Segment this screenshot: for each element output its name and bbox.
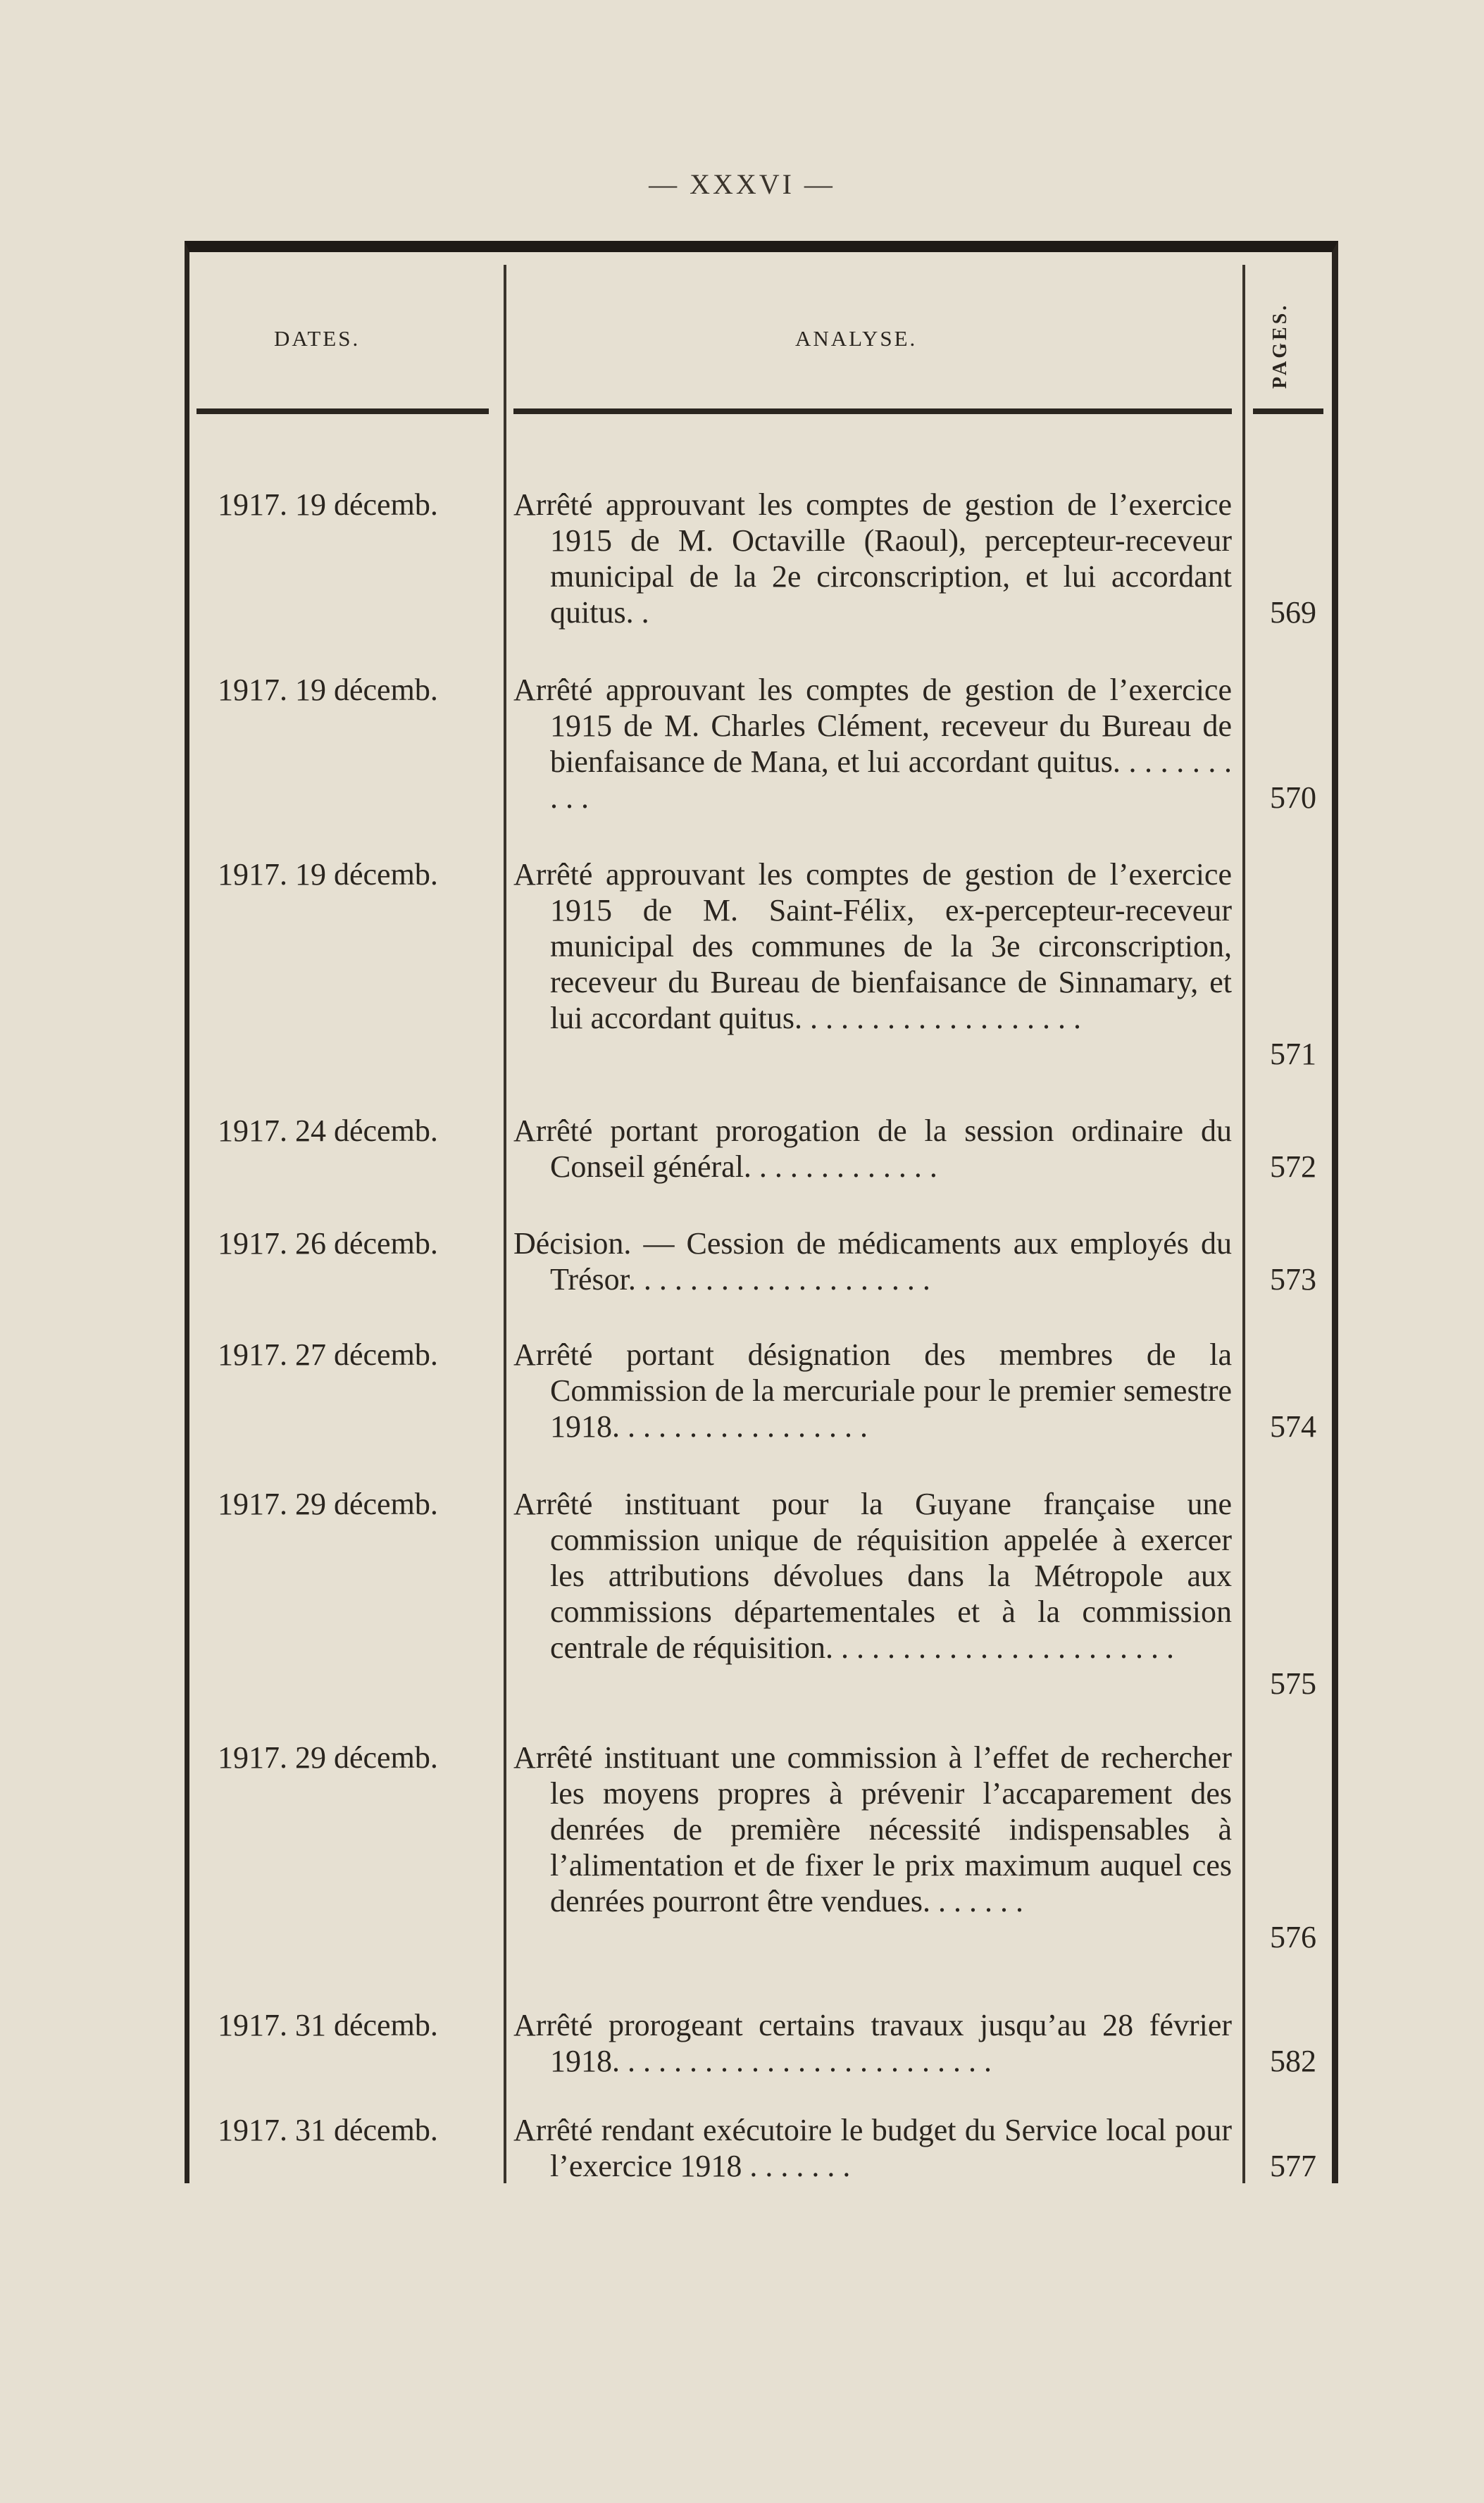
row-date: 1917. 24 décemb. — [218, 1113, 438, 1148]
row-analyse: Arrêté instituant pour la Guyane française une commission unique de réquisition appelée à exercer les attributions dévolues dans la Métropole aux commissions départementales et à la commission centrale de réquisition. . . . . . . . . . . . . . . . . . . . . . . — [513, 1487, 1232, 1665]
row-analyse: Arrêté rendant exécutoire le budget du Service local pour l’exercice 1918 . . . . . . . — [513, 2113, 1232, 2183]
row-page: 569 — [1270, 595, 1316, 630]
row-analyse: Arrêté portant désignation des membres de la Commission de la mercuriale pour le premier semestre 1918. . . . . . . . . . . . . . . . . — [513, 1337, 1232, 1444]
header-rule-pages — [1253, 408, 1323, 414]
row-page: 575 — [1270, 1666, 1316, 1701]
header-rule-dates — [197, 408, 489, 414]
row-date: 1917. 27 décemb. — [218, 1337, 438, 1372]
row-analyse: Décision. — Cession de médicaments aux employés du Trésor. . . . . . . . . . . . . . . . . . . . — [513, 1226, 1232, 1297]
header-dates: DATES. — [274, 326, 361, 351]
row-date: 1917. 19 décemb. — [218, 673, 438, 707]
row-date: 1917. 19 décemb. — [218, 857, 438, 892]
row-page: 571 — [1270, 1037, 1316, 1071]
row-date: 1917. 19 décemb. — [218, 487, 438, 522]
row-page: 570 — [1270, 780, 1316, 815]
header-rule-analyse — [513, 408, 1232, 414]
header-pages: PAGES. — [1269, 302, 1291, 389]
row-analyse: Arrêté prorogeant certains travaux jusqu’au 28 février 1918. . . . . . . . . . . . . . . . . . . . . . . . . — [513, 2008, 1232, 2078]
row-analyse: Arrêté portant prorogation de la session ordinaire du Conseil général. . . . . . . . . . . . . — [513, 1113, 1232, 1184]
header-analyse: ANALYSE. — [795, 326, 918, 351]
row-date: 1917. 31 décemb. — [218, 2008, 438, 2042]
row-analyse: Arrêté approuvant les comptes de gestion de l’exercice 1915 de M. Charles Clément, receveur du Bureau de bienfaisance de Mana, et lui accordant quitus. . . . . . . . . . . — [513, 673, 1232, 815]
row-page: 577 — [1270, 2149, 1316, 2183]
row-page: 582 — [1270, 2044, 1316, 2078]
pages-column-divider — [1242, 265, 1245, 2183]
row-page: 576 — [1270, 1920, 1316, 1954]
row-page: 574 — [1270, 1409, 1316, 1444]
row-date: 1917. 26 décemb. — [218, 1226, 438, 1261]
row-page: 573 — [1270, 1262, 1316, 1297]
row-date: 1917. 31 décemb. — [218, 2113, 438, 2147]
row-page: 572 — [1270, 1149, 1316, 1184]
dates-column-divider — [504, 265, 506, 2183]
row-date: 1917. 29 décemb. — [218, 1740, 438, 1775]
row-analyse: Arrêté approuvant les comptes de gestion de l’exercice 1915 de M. Octaville (Raoul), percepteur-receveur municipal de la 2e circonscription, et lui accordant quitus. . — [513, 487, 1232, 630]
row-analyse: Arrêté instituant une commission à l’effet de rechercher les moyens propres à prévenir l’accaparement des denrées de première nécessité indispensables à l’alimentation et de fixer le prix maximum auquel ces denrées pourront être vendues. . . . . . . — [513, 1740, 1232, 1918]
row-date: 1917. 29 décemb. — [218, 1487, 438, 1521]
row-analyse: Arrêté approuvant les comptes de gestion de l’exercice 1915 de M. Saint-Félix, ex-percepteur-receveur municipal des communes de la 3e circonscription, receveur du Bureau de bienfaisance de Sinnamary, et lui accordant quitus. . . . . . . . . . . . . . . . . . . — [513, 857, 1232, 1035]
page-number: — XXXVI — — [649, 168, 835, 200]
index-table — [185, 241, 1338, 2183]
